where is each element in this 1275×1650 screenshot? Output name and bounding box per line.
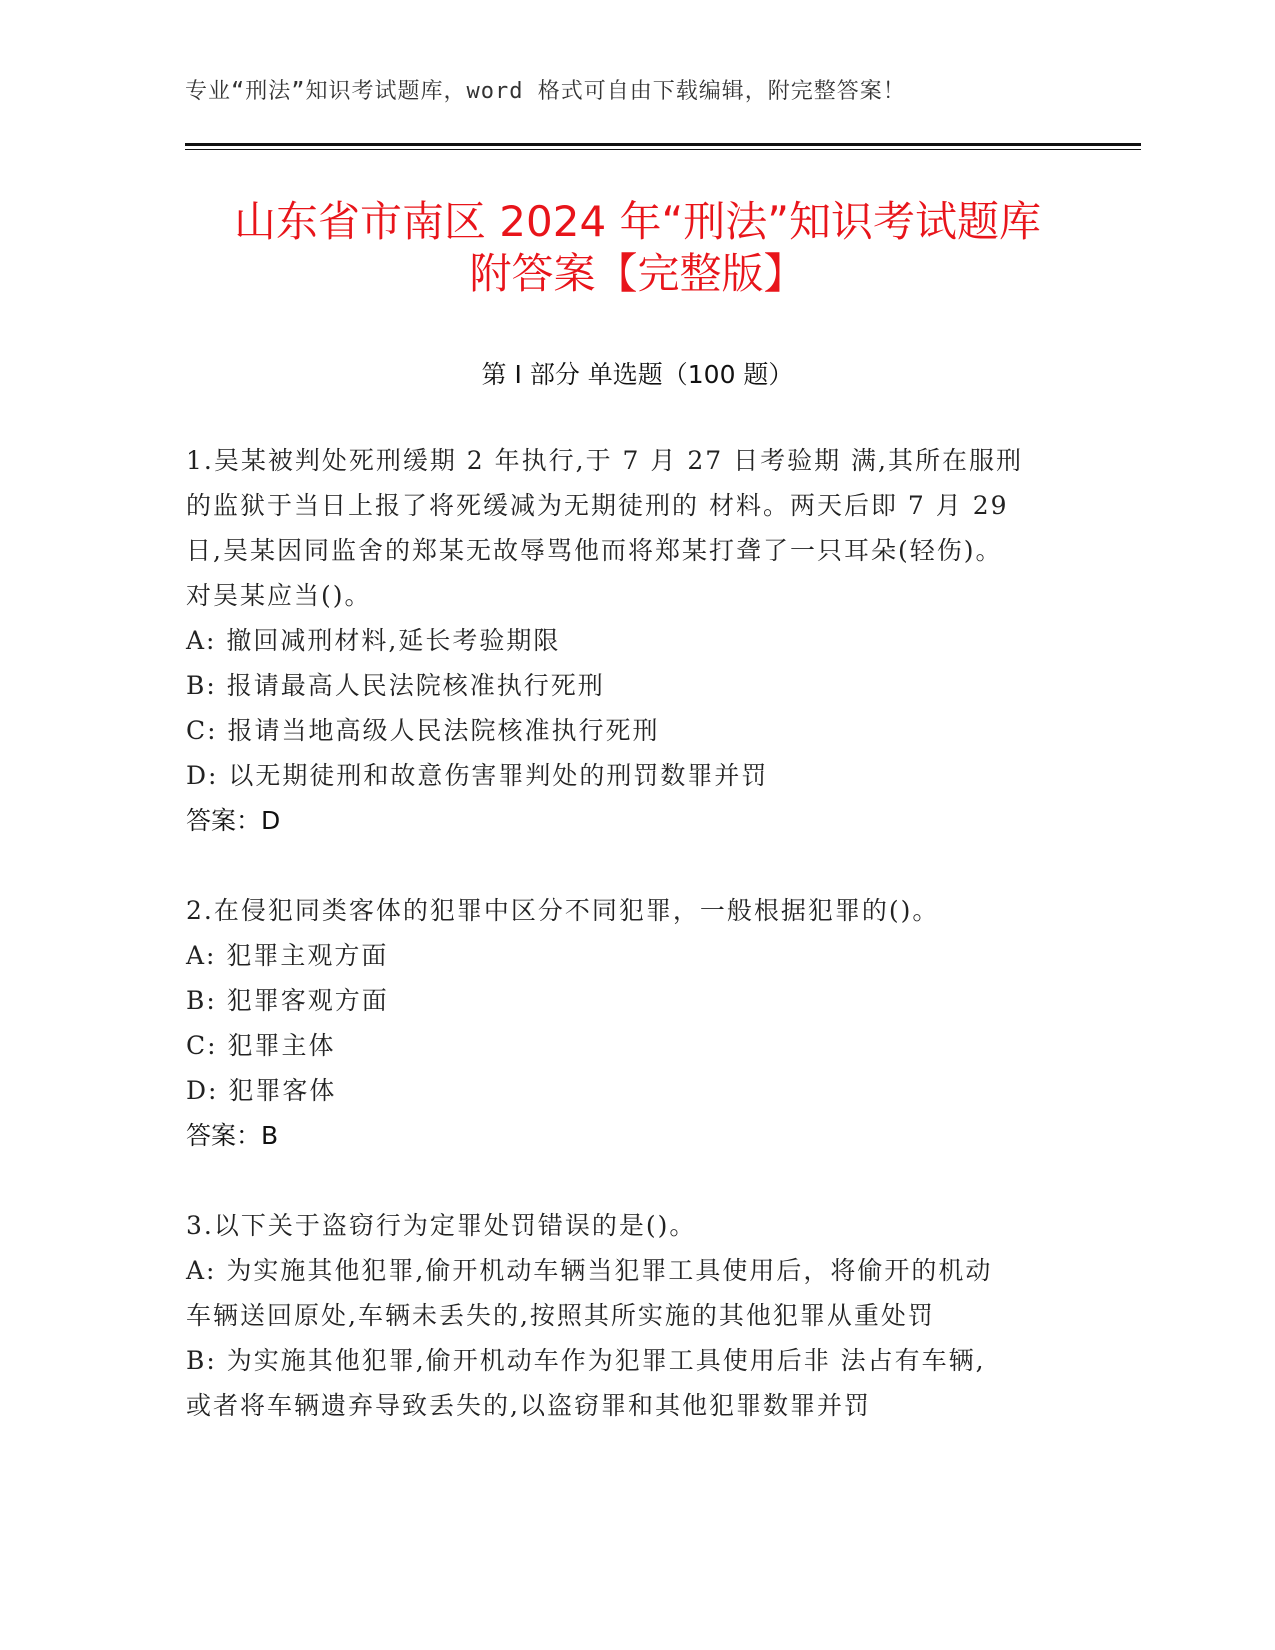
- question-3-option-a-line: A: 为实施其他犯罪,偷开机动车辆当犯罪工具使用后，将偷开的机动: [186, 1256, 993, 1285]
- question-1-option-c: C: 报请当地高级人民法院核准执行死刑: [186, 716, 660, 745]
- question-1-option-b: B: 报请最高人民法院核准执行死刑: [186, 671, 605, 700]
- section-heading: 第 I 部分 单选题（100 题）: [481, 360, 794, 389]
- title-line-2: 附答案【完整版】: [469, 249, 806, 298]
- question-spacer: [186, 843, 1081, 888]
- question-list: [186, 438, 1081, 1428]
- question-2-option-d: D: 犯罪客体: [186, 1076, 337, 1105]
- question-1-stem-line: 对吴某应当()。: [186, 581, 372, 610]
- question-2-stem-line: 2.在侵犯同类客体的犯罪中区分不同犯罪，一般根据犯罪的()。: [186, 896, 940, 925]
- question-1-stem-line: 1.吴某被判处死刑缓期 2 年执行,于 7 月 27 日考验期 满,其所在服刑: [186, 446, 1023, 475]
- question-1-stem-line: 日,吴某因同监舍的郑某无故辱骂他而将郑某打聋了一只耳朵(轻伤)。: [186, 536, 1003, 565]
- question-1: [186, 438, 1081, 843]
- question-1-stem-line: 的监狱于当日上报了将死缓减为无期徒刑的 材料。两天后即 7 月 29: [186, 491, 1009, 520]
- question-3-option-a-line: 车辆送回原处,车辆未丢失的,按照其所实施的其他犯罪从重处罚: [186, 1301, 935, 1330]
- question-3: [186, 1203, 1081, 1428]
- question-3-stem-line: 3.以下关于盗窃行为定罪处罚错误的是()。: [186, 1211, 697, 1240]
- question-spacer: [186, 1158, 1081, 1203]
- title-line-1: 山东省市南区 2024 年“刑法”知识考试题库: [233, 197, 1042, 246]
- question-2-option-b: B: 犯罪客观方面: [186, 986, 389, 1015]
- header-rule-thick: [185, 143, 1141, 146]
- question-2-option-c: C: 犯罪主体: [186, 1031, 336, 1060]
- question-2-option-a: A: 犯罪主观方面: [186, 941, 389, 970]
- header-note: 专业“刑法”知识考试题库，word 格式可自由下载编辑，附完整答案！: [185, 79, 906, 104]
- question-2: [186, 888, 1081, 1158]
- question-2-answer: 答案：B: [186, 1121, 279, 1150]
- question-1-answer: 答案：D: [186, 806, 281, 835]
- question-3-option-b-line: B: 为实施其他犯罪,偷开机动车作为犯罪工具使用后非 法占有车辆,: [186, 1346, 986, 1375]
- document-title: [150, 196, 1125, 300]
- question-1-option-a: A: 撤回减刑材料,延长考验期限: [186, 626, 561, 655]
- question-3-option-b-line: 或者将车辆遗弃导致丢失的,以盗窃罪和其他犯罪数罪并罚: [186, 1391, 871, 1420]
- header-rule-thin: [185, 149, 1141, 150]
- question-1-option-d: D: 以无期徒刑和故意伤害罪判处的刑罚数罪并罚: [186, 761, 769, 790]
